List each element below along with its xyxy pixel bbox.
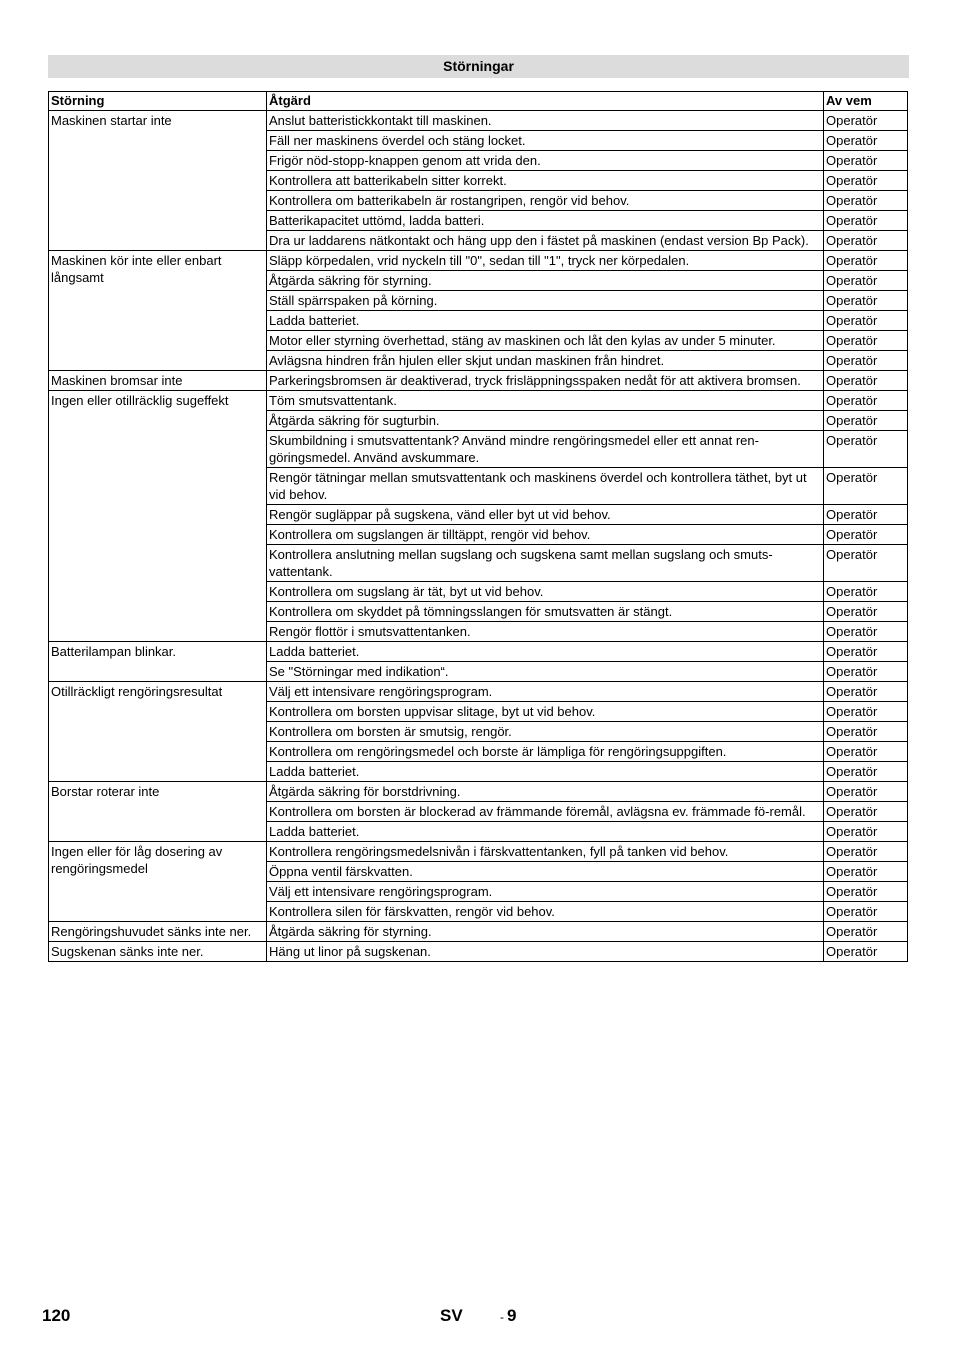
responsible-cell: Operatör	[824, 390, 908, 410]
section-title: Störningar	[48, 55, 909, 78]
responsible-cell: Operatör	[824, 524, 908, 544]
responsible-cell: Operatör	[824, 544, 908, 581]
responsible-cell: Operatör	[824, 941, 908, 961]
action-cell: Dra ur laddarens nätkontakt och häng upp den i fästet på maskinen (endast version Bp Pack).	[267, 230, 824, 250]
responsible-cell: Operatör	[824, 430, 908, 467]
action-cell: Kontrollera silen för färskvatten, rengör vid behov.	[267, 901, 824, 921]
responsible-cell: Operatör	[824, 761, 908, 781]
fault-cell: Sugskenan sänks inte ner.	[49, 941, 267, 961]
fault-cell: Maskinen startar inte	[49, 110, 267, 250]
responsible-cell: Operatör	[824, 150, 908, 170]
responsible-cell: Operatör	[824, 721, 908, 741]
responsible-cell: Operatör	[824, 467, 908, 504]
responsible-cell: Operatör	[824, 410, 908, 430]
responsible-cell: Operatör	[824, 330, 908, 350]
action-cell: Släpp körpedalen, vrid nyckeln till "0", sedan till "1", tryck ner körpedalen.	[267, 250, 824, 270]
action-cell: Kontrollera anslutning mellan sugslang och sugskena samt mellan sugslang och smuts-vattentank.	[267, 544, 824, 581]
table-row	[49, 941, 908, 961]
responsible-cell: Operatör	[824, 350, 908, 370]
action-cell: Ställ spärrspaken på körning.	[267, 290, 824, 310]
action-cell: Batterikapacitet uttömd, ladda batteri.	[267, 210, 824, 230]
table-row	[49, 370, 908, 390]
responsible-cell: Operatör	[824, 310, 908, 330]
responsible-cell: Operatör	[824, 841, 908, 861]
fault-cell: Batterilampan blinkar.	[49, 641, 267, 681]
action-cell: Ladda batteriet.	[267, 310, 824, 330]
fault-cell: Maskinen kör inte eller enbart långsamt	[49, 250, 267, 370]
action-cell: Anslut batteristickkontakt till maskinen.	[267, 110, 824, 130]
responsible-cell: Operatör	[824, 741, 908, 761]
action-cell: Kontrollera om sugslang är tät, byt ut vid behov.	[267, 581, 824, 601]
action-cell: Skumbildning i smutsvattentank? Använd mindre rengöringsmedel eller ett annat ren-göringsmedel. Använd avskummare.	[267, 430, 824, 467]
action-cell: Töm smutsvattentank.	[267, 390, 824, 410]
responsible-cell: Operatör	[824, 641, 908, 661]
troubleshooting-table	[48, 91, 908, 962]
action-cell: Kontrollera om batterikabeln är rostangripen, rengör vid behov.	[267, 190, 824, 210]
responsible-cell: Operatör	[824, 861, 908, 881]
action-cell: Rengör sugläppar på sugskena, vänd eller byt ut vid behov.	[267, 504, 824, 524]
action-cell: Åtgärda säkring för sugturbin.	[267, 410, 824, 430]
table-row	[49, 390, 908, 410]
page-number: 120	[42, 1306, 71, 1325]
fault-cell: Rengöringshuvudet sänks inte ner.	[49, 921, 267, 941]
responsible-cell: Operatör	[824, 601, 908, 621]
language-code: SV	[440, 1306, 463, 1325]
table-row	[49, 841, 908, 861]
fault-cell: Maskinen bromsar inte	[49, 370, 267, 390]
responsible-cell: Operatör	[824, 681, 908, 701]
responsible-cell: Operatör	[824, 901, 908, 921]
table-header-row	[49, 92, 908, 111]
action-cell: Kontrollera om borsten uppvisar slitage, byt ut vid behov.	[267, 701, 824, 721]
table-row	[49, 781, 908, 801]
responsible-cell: Operatör	[824, 250, 908, 270]
column-header-action: Åtgärd	[267, 92, 824, 111]
responsible-cell: Operatör	[824, 190, 908, 210]
responsible-cell: Operatör	[824, 621, 908, 641]
action-cell: Åtgärda säkring för styrning.	[267, 270, 824, 290]
action-cell: Kontrollera om sugslangen är tilltäppt, rengör vid behov.	[267, 524, 824, 544]
action-cell: Kontrollera om borsten är smutsig, rengör.	[267, 721, 824, 741]
responsible-cell: Operatör	[824, 821, 908, 841]
responsible-cell: Operatör	[824, 370, 908, 390]
section-page-number: 9	[507, 1306, 517, 1325]
responsible-cell: Operatör	[824, 504, 908, 524]
responsible-cell: Operatör	[824, 270, 908, 290]
action-cell: Ladda batteriet.	[267, 641, 824, 661]
table-row	[49, 641, 908, 661]
action-cell: Åtgärda säkring för borstdrivning.	[267, 781, 824, 801]
table-row	[49, 681, 908, 701]
responsible-cell: Operatör	[824, 781, 908, 801]
action-cell: Ladda batteriet.	[267, 761, 824, 781]
responsible-cell: Operatör	[824, 290, 908, 310]
action-cell: Fäll ner maskinens överdel och stäng locket.	[267, 130, 824, 150]
action-cell: Kontrollera att batterikabeln sitter korrekt.	[267, 170, 824, 190]
table-row	[49, 110, 908, 130]
table-row	[49, 921, 908, 941]
action-cell: Avlägsna hindren från hjulen eller skjut undan maskinen från hindret.	[267, 350, 824, 370]
fault-cell: Borstar roterar inte	[49, 781, 267, 841]
fault-cell: Ingen eller otillräcklig sugeffekt	[49, 390, 267, 641]
column-header-fault: Störning	[49, 92, 267, 111]
action-cell: Rengör flottör i smutsvattentanken.	[267, 621, 824, 641]
action-cell: Kontrollera om skyddet på tömningsslangen för smutsvatten är stängt.	[267, 601, 824, 621]
page-dash: -	[500, 1310, 504, 1324]
column-header-by: Av vem	[824, 92, 908, 111]
action-cell: Häng ut linor på sugskenan.	[267, 941, 824, 961]
fault-cell: Otillräckligt rengöringsresultat	[49, 681, 267, 781]
action-cell: Välj ett intensivare rengöringsprogram.	[267, 681, 824, 701]
fault-cell: Ingen eller för låg dosering av rengöringsmedel	[49, 841, 267, 921]
responsible-cell: Operatör	[824, 881, 908, 901]
action-cell: Öppna ventil färskvatten.	[267, 861, 824, 881]
responsible-cell: Operatör	[824, 581, 908, 601]
action-cell: Frigör nöd-stopp-knappen genom att vrida den.	[267, 150, 824, 170]
action-cell: Se "Störningar med indikation“.	[267, 661, 824, 681]
responsible-cell: Operatör	[824, 210, 908, 230]
action-cell: Åtgärda säkring för styrning.	[267, 921, 824, 941]
responsible-cell: Operatör	[824, 230, 908, 250]
action-cell: Välj ett intensivare rengöringsprogram.	[267, 881, 824, 901]
action-cell: Parkeringsbromsen är deaktiverad, tryck frisläppningsspaken nedåt för att aktivera bromsen.	[267, 370, 824, 390]
section-page	[500, 1306, 516, 1326]
action-cell: Motor eller styrning överhettad, stäng av maskinen och låt den kylas av under 5 minuter.	[267, 330, 824, 350]
table-body	[49, 110, 908, 961]
table-row	[49, 250, 908, 270]
responsible-cell: Operatör	[824, 170, 908, 190]
action-cell: Kontrollera om borsten är blockerad av främmande föremål, avlägsna ev. främmade fö-remål.	[267, 801, 824, 821]
responsible-cell: Operatör	[824, 801, 908, 821]
responsible-cell: Operatör	[824, 130, 908, 150]
action-cell: Ladda batteriet.	[267, 821, 824, 841]
responsible-cell: Operatör	[824, 110, 908, 130]
action-cell: Kontrollera rengöringsmedelsnivån i färskvattentanken, fyll på tanken vid behov.	[267, 841, 824, 861]
responsible-cell: Operatör	[824, 921, 908, 941]
action-cell: Kontrollera om rengöringsmedel och borste är lämpliga för rengöringsuppgiften.	[267, 741, 824, 761]
responsible-cell: Operatör	[824, 661, 908, 681]
action-cell: Rengör tätningar mellan smutsvattentank och maskinens överdel och kontrollera täthet, byt ut vid behov.	[267, 467, 824, 504]
responsible-cell: Operatör	[824, 701, 908, 721]
